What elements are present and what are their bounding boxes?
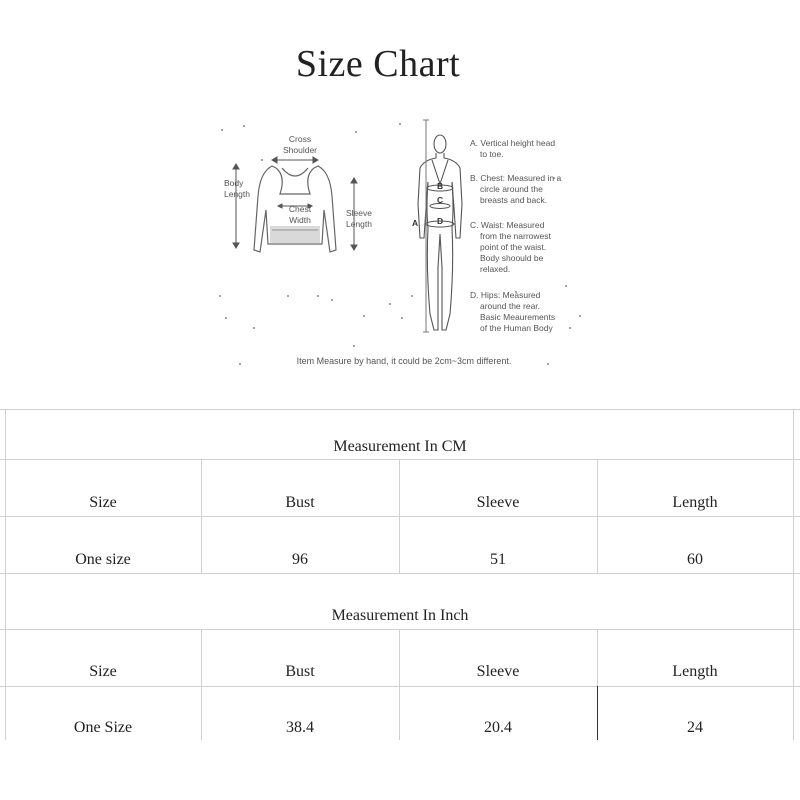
header-bust: Bust xyxy=(285,494,315,511)
divider xyxy=(793,409,794,740)
divider xyxy=(5,409,6,740)
divider xyxy=(0,516,800,517)
table-caption-inch: Measurement In Inch xyxy=(331,607,469,624)
divider xyxy=(0,629,800,630)
note-line: Basic Meaurements xyxy=(480,312,556,322)
label-line: Shoulder xyxy=(282,145,318,155)
cell-size: One Size xyxy=(73,719,133,736)
note-line: point of the waist. xyxy=(480,242,547,252)
note-line: A. Vertical height head xyxy=(470,138,556,148)
measurement-diagram xyxy=(214,118,594,378)
divider xyxy=(0,573,800,574)
note-line: to toe. xyxy=(480,149,504,159)
note-line: relaxed. xyxy=(480,264,511,274)
label-line: Length xyxy=(346,219,372,229)
divider xyxy=(0,459,800,460)
header-size: Size xyxy=(89,494,117,511)
note-line: from the narrowest xyxy=(480,231,551,241)
divider xyxy=(0,686,800,687)
divider xyxy=(0,409,800,410)
note-d xyxy=(470,290,555,334)
body-length-label xyxy=(224,178,250,200)
cell-size: One size xyxy=(75,551,131,568)
header-sleeve: Sleeve xyxy=(476,663,520,680)
page-title: Size Chart xyxy=(295,43,461,85)
header-bust: Bust xyxy=(285,663,315,680)
cell-length: 24 xyxy=(687,719,703,736)
chest-width-label xyxy=(278,204,322,226)
note-b xyxy=(470,173,561,206)
table-caption-cm: Measurement In CM xyxy=(333,438,467,455)
cell-sleeve: 51 xyxy=(490,551,506,568)
label-line: Body xyxy=(224,178,244,188)
header-sleeve: Sleeve xyxy=(476,494,520,511)
note-a xyxy=(470,138,555,160)
cell-length: 60 xyxy=(687,551,703,568)
note-line: of the Human Body xyxy=(480,323,553,333)
cell-bust: 38.4 xyxy=(286,719,314,736)
label-b: B xyxy=(437,181,444,191)
label-line: Cross xyxy=(288,134,312,144)
note-line: breasts and back. xyxy=(480,195,548,205)
note-c xyxy=(470,220,551,275)
cross-shoulder-label xyxy=(272,134,328,156)
note-line: D. Hips: Measured xyxy=(470,290,541,300)
cell-bust: 96 xyxy=(292,551,308,568)
header-length: Length xyxy=(672,494,718,511)
label-line: Chest xyxy=(288,204,312,214)
cell-sleeve: 20.4 xyxy=(484,719,512,736)
label-a: A xyxy=(412,218,419,228)
note-line: C. Waist: Measured xyxy=(470,220,545,230)
label-d: D xyxy=(437,216,444,226)
label-c: C xyxy=(437,195,444,205)
note-line: Body shoould be xyxy=(480,253,544,263)
sleeve-length-label xyxy=(346,208,372,230)
measure-footnote: Item Measure by hand, it could be 2cm~3cm different. xyxy=(296,356,512,366)
label-line: Width xyxy=(289,215,311,225)
header-length: Length xyxy=(672,663,718,680)
note-line: B. Chest: Measured in a xyxy=(470,173,562,183)
label-line: Sleeve xyxy=(346,208,372,218)
note-line: circle around the xyxy=(480,184,543,194)
note-line: around the rear. xyxy=(480,301,541,311)
header-size: Size xyxy=(89,663,117,680)
label-line: Length xyxy=(224,189,250,199)
